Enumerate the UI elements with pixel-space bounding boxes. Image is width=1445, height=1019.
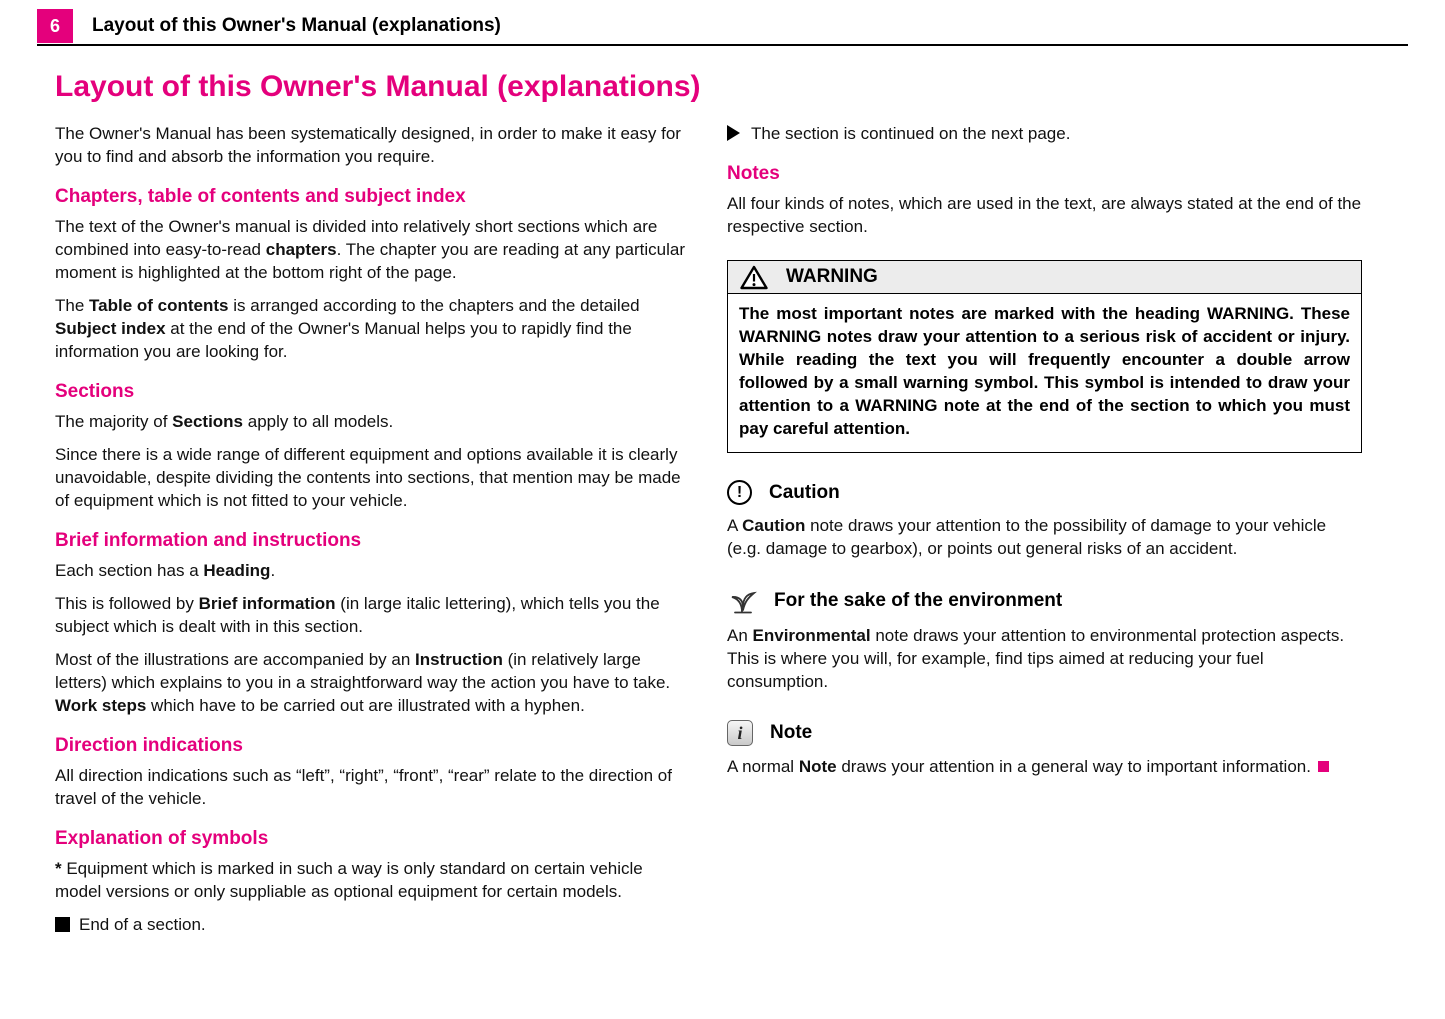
paragraph: A Caution note draws your attention to the possibility of damage to your vehicle (e.g. damage to gearbox), or points out general risks of an accident. [727, 516, 1327, 558]
environment-section [727, 587, 1362, 693]
page-content [0, 70, 1445, 946]
end-of-section-row [55, 913, 690, 936]
note-paragraph [727, 755, 1362, 778]
environment-title: For the sake of the environment [774, 590, 1063, 611]
caution-header [727, 480, 1362, 505]
two-column-layout [0, 122, 1445, 946]
caution-title: Caution [769, 481, 840, 503]
heading-brief-information: Brief information and instructions [55, 530, 362, 551]
paragraph: The Table of contents is arranged according to the chapters and the detailed Subject index at the end of the Owner's Manual helps you to rapidly find the information you are looking for. [55, 296, 640, 361]
right-column [727, 122, 1362, 788]
warning-title: WARNING [786, 266, 878, 287]
heading-notes: Notes [727, 163, 780, 184]
paragraph: All direction indications such as “left”, “right”, “front”, “rear” relate to the direction of travel of the vehicle. [55, 766, 672, 808]
info-icon [727, 720, 753, 746]
environment-header [727, 587, 1362, 615]
note-section [727, 720, 1362, 778]
heading-direction-indications: Direction indications [55, 735, 243, 756]
paragraph: The majority of Sections apply to all models. [55, 412, 394, 431]
end-of-section-icon [55, 917, 70, 932]
header-divider [37, 44, 1408, 46]
info-i-glyph: i [737, 722, 743, 743]
environment-icon [727, 587, 757, 615]
caution-icon [727, 480, 752, 505]
paragraph: All four kinds of notes, which are used in the text, are always stated at the end of the respective section. [727, 194, 1362, 236]
heading-explanation-of-symbols: Explanation of symbols [55, 828, 269, 849]
paragraph: The text of the Owner's manual is divided into relatively short sections which are combined into easy-to-read chapters. The chapter you are reading at any particular moment is highlighted at the bottom right of the page. [55, 217, 686, 282]
page-header [0, 0, 1445, 44]
paragraph: Each section has a Heading. [55, 561, 276, 580]
paragraph: This is followed by Brief information (in large italic lettering), which tells you the subject which is dealt with in this section. [55, 594, 660, 636]
warning-box-header [728, 261, 1361, 294]
warning-box [727, 260, 1362, 453]
continued-row [727, 122, 1362, 145]
caution-section [727, 480, 1362, 560]
paragraph: * Equipment which is marked in such a way is only standard on certain vehicle model versions or only suppliable as optional equipment for certain models. [55, 859, 643, 901]
warning-triangle-icon [740, 265, 768, 290]
page-number-badge: 6 [37, 9, 73, 43]
warning-text: The most important notes are marked with the heading WARNING. These WARNING notes draw your attention to a serious risk of accident or injury. While reading the text you will frequently encounter a double arrow followed by a small warning symbol. This symbol is intended to draw your attention to a WARNING note at the end of the section to which you must pay careful attention. [739, 304, 1350, 438]
note-text: A normal Note draws your attention in a general way to important information. [727, 757, 1311, 776]
heading-sections: Sections [55, 381, 135, 402]
intro-paragraph: The Owner's Manual has been systematically designed, in order to make it easy for you to find and absorb the information you require. [55, 124, 681, 166]
paragraph: An Environmental note draws your attention to environmental protection aspects. This is where you will, for example, find tips aimed at reducing your fuel consumption. [727, 626, 1345, 691]
page-title: Layout of this Owner's Manual (explanations) [55, 70, 701, 103]
continue-arrow-icon [727, 125, 740, 141]
paragraph: Most of the illustrations are accompanied by an Instruction (in relatively large letters) which explains to you in a straightforward way the action you have to take. Work steps which have to be carried out are illustrated with a hyphen. [55, 650, 671, 715]
note-header [727, 720, 1362, 746]
heading-chapters: Chapters, table of contents and subject index [55, 186, 466, 207]
paragraph: Since there is a wide range of different equipment and options available it is clearly unavoidable, despite dividing the contents into sections, that mention may be made of equipment which is not fitted to your vehicle. [55, 445, 681, 510]
continued-label: The section is continued on the next page. [751, 124, 1071, 143]
section-end-icon [1318, 761, 1329, 772]
end-of-section-label: End of a section. [79, 915, 206, 934]
left-column [55, 122, 690, 946]
running-header-title: Layout of this Owner's Manual (explanations) [92, 15, 501, 36]
note-title: Note [770, 722, 813, 743]
caution-exclamation: ! [736, 483, 743, 501]
